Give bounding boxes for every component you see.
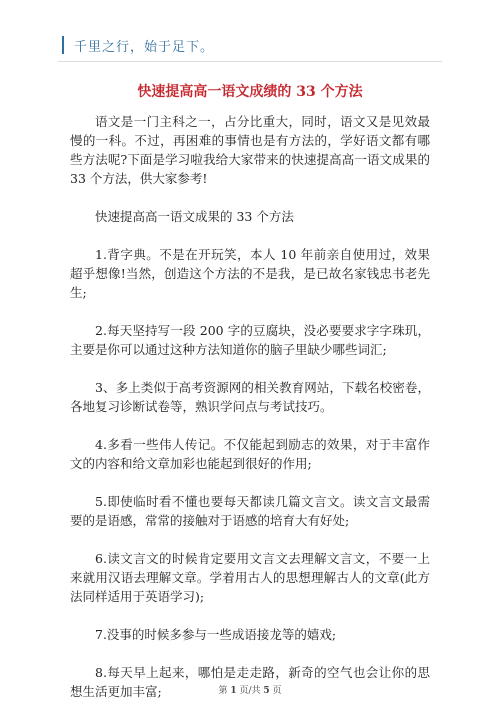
method-item-5: 5.即使临时看不懂也要每天都读几篇文言文。读文言文最需要的是语感，常常的接触对于语感的培育大有好处; xyxy=(70,494,430,528)
header-motto: 千里之行，始于足下。 xyxy=(74,39,215,55)
document-body xyxy=(70,112,430,720)
method-item-8: 8.每天早上起来，哪怕是走走路，新奇的空气也会让你的思想生活更加丰富; xyxy=(70,665,430,699)
section-heading: 快速提高高一语文成果的 33 个方法 xyxy=(95,209,294,224)
intro-paragraph: 语文是一门主科之一，占分比重大，同时，语文又是见效最慢的一科。不过，再困难的事情也是有方法的，学好语文都有哪些方法呢?下面是学习啦我给大家带来的快速提高高一语文成果的 33 个方法，供大家参考! xyxy=(70,114,430,186)
method-item-1: 1.背字典。不是在开玩笑，本人 10 年前亲自使用过，效果超乎想像!当然，创造这个方法的不是我，是已故名家钱忠书老先生; xyxy=(70,247,430,300)
document-title: 快速提高高一语文成绩的 33 个方法 xyxy=(137,84,363,100)
method-item-6: 6.读文言文的时候肯定要用文言文去理解文言文，不要一上来就用汉语去理解文章。学着用古人的思想理解古人的文章(此方法同样适用于英语学习); xyxy=(70,551,430,604)
footer-suffix: 页 xyxy=(272,686,282,696)
method-item-2: 2.每天坚持写一段 200 字的豆腐块，没必要要求字字珠玑，主要是你可以通过这种方法知道你的脑子里缺少哪些词汇; xyxy=(70,323,430,357)
footer-page-number: 1 xyxy=(230,686,237,696)
page-header xyxy=(62,34,214,56)
method-item-4: 4.多看一些伟人传记。不仅能起到励志的效果，对于丰富作文的内容和给文章加彩也能起到很好的作用; xyxy=(70,437,430,471)
method-item-7: 7.没事的时候多参与一些成语接龙等的嬉戏; xyxy=(95,627,337,642)
header-divider xyxy=(58,61,442,62)
footer-total-pages: 5 xyxy=(263,686,270,696)
method-item-3: 3、多上类似于高考资源网的相关教育网站，下载名校密卷，各地复习诊断试卷等，熟识学问点与考试技巧。 xyxy=(70,380,430,414)
page-footer xyxy=(0,683,500,696)
footer-prefix: 第 xyxy=(218,686,228,696)
header-accent-bar xyxy=(62,36,64,54)
footer-middle: 页/共 xyxy=(239,686,261,696)
